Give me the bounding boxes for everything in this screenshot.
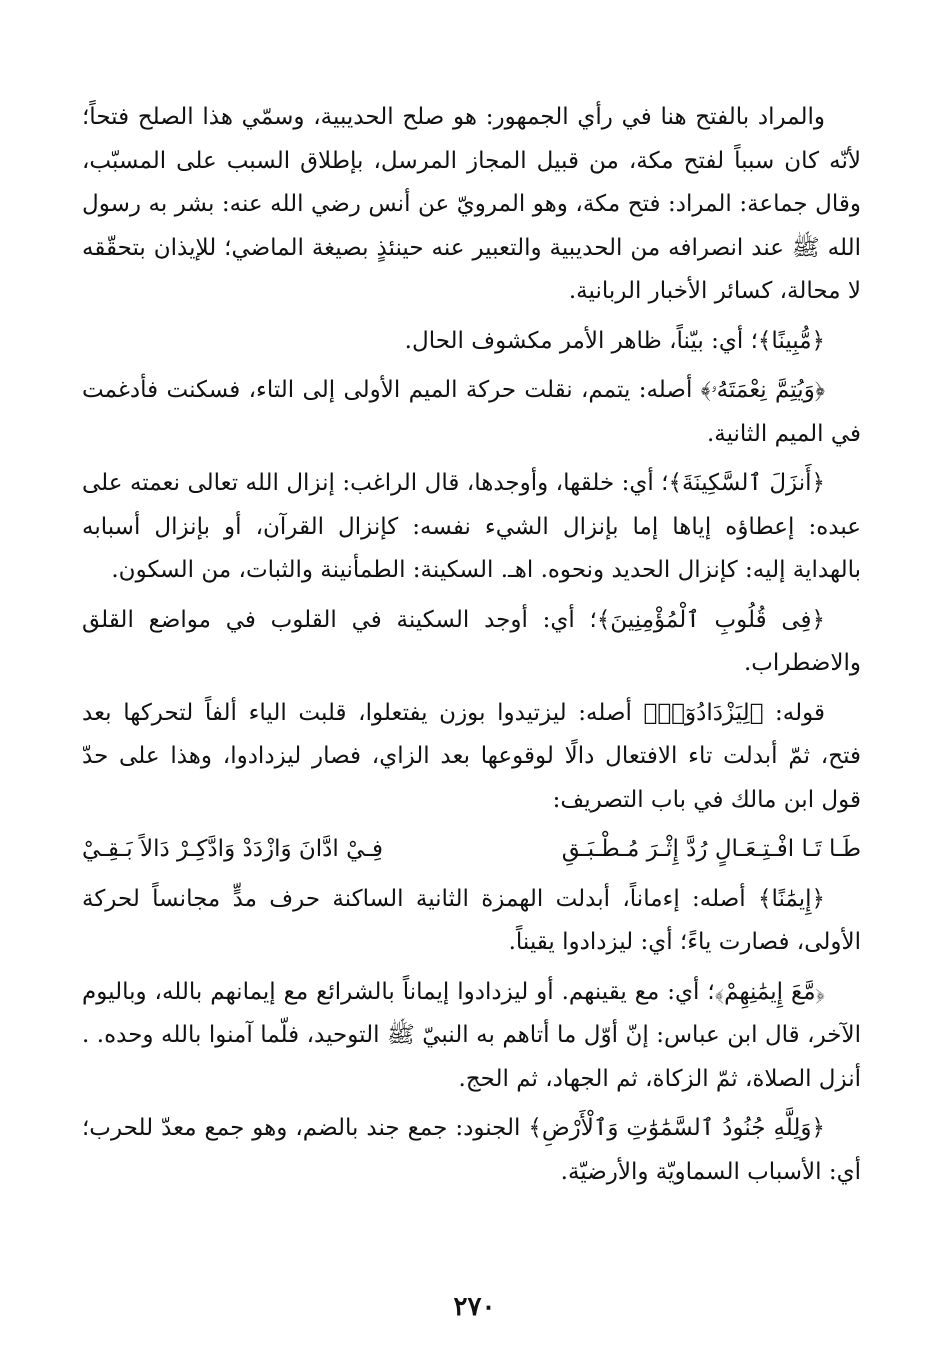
paragraph-qulub: ﴿فِى قُلُوبِ ٱلْمُؤْمِنِينَ﴾؛ أي: أوجد السكينة في القلوب في مواضع القلق والاضطراب. [82, 606, 861, 676]
paragraph-liyazdadu: قوله: ﴿لِيَزْدَادُوٓا۟﴾ أصله: ليزتيدوا بوزن يفتعلوا، قلبت الياء ألفاً لتحركها بعد فتح، ثمّ أبدلت تاء الافتعال دالًا لوقوعها بعد الزاي، فصار ليزدادوا، وهذا على حدّ قول ابن مالك في باب التصريف: [82, 699, 862, 813]
verse-first-hemistich: طَـا تَـا افْـتِـعَـالٍ رُدَّ إِثْـرَ مُـطْـبَـقِ [561, 836, 861, 862]
paragraph-mubina: ﴿مُّبِينًا﴾؛ أي: بيّناً، ظاهر الأمر مكشوف الحال. [404, 327, 825, 354]
paragraph-sakina: ﴿أَنزَلَ ٱلسَّكِينَةَ﴾؛ أي: خلقها، وأوجدها، قال الراغب: إنزال الله تعالى نعمته على عبده: إعطاؤه إياها إما بإنزال الشيء نفسه: كإنزال القرآن، أو بإنزال أسبابه بالهداية إليه: كإنزال الحديد ونحوه. اهـ. السكينة: الطمأنينة والثبات، من السكون. [82, 470, 861, 583]
paragraph-fath-meaning: والمراد بالفتح هنا في رأي الجمهور: هو صلح الحديبية، وسمّي هذا الصلح فتحاً؛ لأنّه كان سبباً لفتح مكة، من قبيل المجاز المرسل، بإطلاق السبب على المسبّب، وقال جماعة: المراد: فتح مكة، وهو المرويّ عن أنس رضي الله عنه: بشر به رسول الله ﷺ عند انصرافه من الحديبية والتعبير عنه حينئذٍ بصيغة الماضي؛ للإيذان بتحقّقه لا محالة، كسائر الأخبار الربانية. [82, 104, 861, 304]
poetry-verse [82, 828, 861, 872]
page-number: ٢٧٠ [453, 1292, 496, 1322]
verse-second-hemistich: فِـيْ ادَّانَ وَازْدَدْ وَادَّكِـرْ دَالاً بَـقِـيْ [82, 836, 384, 862]
paragraph-maa-imanihim: ﴿مَّعَ إِيمَٰنِهِمْ﴾؛ أي: مع يقينهم. أو ليزدادوا إيماناً بالشرائع مع إيمانهم بالله، وباليوم الآخر، قال ابن عباس: إنّ أوّل ما أتاهم به النبيّ ﷺ التوحيد، فلّما آمنوا بالله وحده. . أنزل الصلاة، ثمّ الزكاة، ثم الجهاد، ثم الحج. [82, 978, 861, 1092]
paragraph-junud: ﴿وَلِلَّهِ جُنُودُ ٱلسَّمَٰوَٰتِ وَٱلْأَرْضِ﴾ الجنود: جمع جند بالضم، وهو جمع معدّ للحرب؛ أي: الأسباب السماويّة والأرضيّة. [82, 1115, 861, 1185]
paragraph-yutimma: ﴿وَيُتِمَّ نِعْمَتَهُۥ﴾ أصله: يتمم، نقلت حركة الميم الأولى إلى التاء، فسكنت فأدغمت في الميم الثانية. [82, 377, 861, 447]
paragraph-imanan: ﴿إِيمَٰنًا﴾ أصله: إءماناً، أبدلت الهمزة الثانية الساكنة حرف مدٍّ مجانساً لحركة الأولى، فصارت ياءً؛ أي: ليزدادوا يقيناً. [82, 885, 861, 955]
